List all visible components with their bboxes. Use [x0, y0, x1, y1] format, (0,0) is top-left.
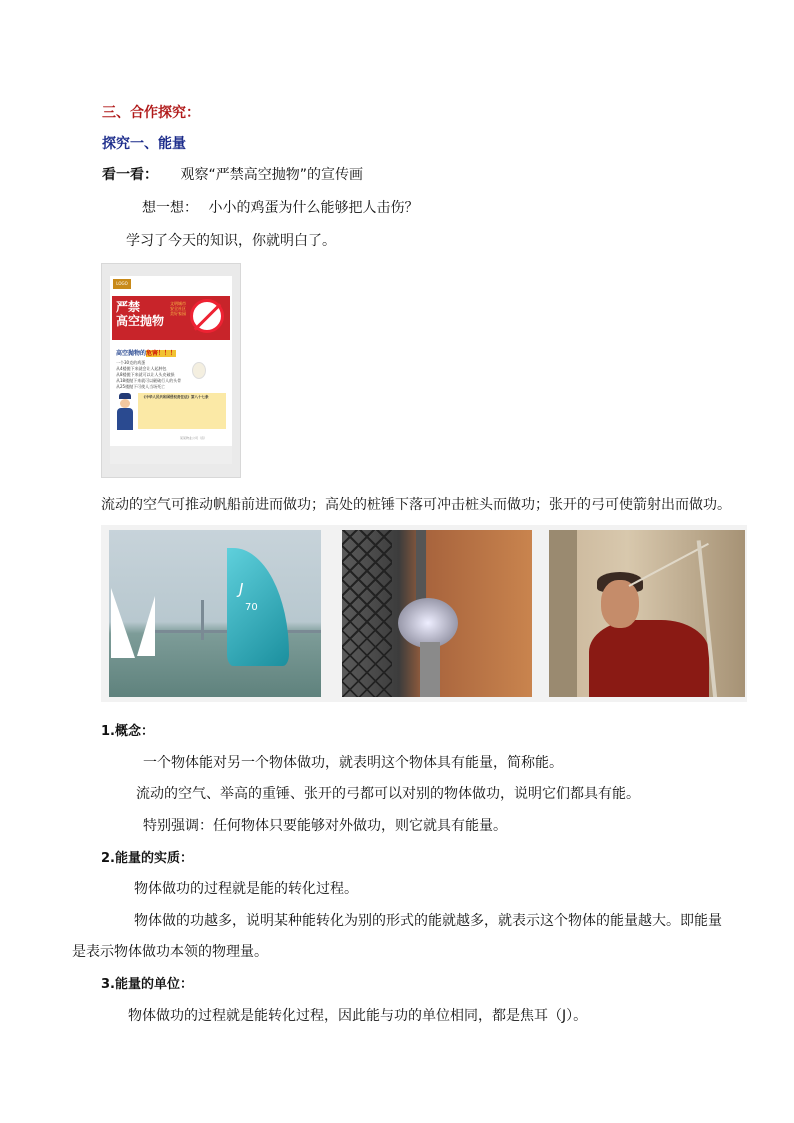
poster-image — [101, 263, 241, 478]
think-text: 小小的鸡蛋为什么能够把人击伤？ — [208, 200, 419, 216]
poster-danger-title: 高空抛物的危害！！！ — [116, 350, 177, 357]
poster-banner — [112, 296, 230, 340]
look-label: 看一看： — [102, 167, 158, 183]
concept-p2: 流动的空气、举高的重锤、张开的弓都可以对别的物体做功，说明它们都具有能。 — [136, 786, 640, 802]
unit-p1: 物体做功的过程就是能转化过程，因此能与功的单位相同，都是焦耳（J）。 — [128, 1008, 588, 1024]
section-title: 三、合作探究： — [102, 105, 200, 121]
no-throwing-icon — [190, 299, 224, 333]
poster-notice: 《中华人民共和国侵权责任法》第八十七条 — [138, 393, 226, 429]
poster-logo: LOGO — [113, 279, 131, 289]
pile-head — [420, 642, 440, 697]
essence-heading: 2.能量的实质： — [101, 851, 193, 866]
look-line — [102, 164, 363, 184]
sailboat-photo — [109, 530, 321, 697]
poster-content — [110, 276, 232, 464]
police-figure-icon — [116, 393, 134, 431]
sail-number: 70 — [245, 602, 258, 613]
pile-driver-photo — [342, 530, 532, 697]
essence-p2a: 物体做的功越多，说明某种能转化为别的形式的能就越多，就表示这个物体的能量越大。即能量 — [134, 913, 722, 929]
unit-heading: 3.能量的单位： — [101, 977, 193, 992]
poster-foot-note: 某某物业公司（宣） — [180, 436, 208, 440]
concept-p3: 特别强调：任何物体只要能够对外做功，则它就具有能量。 — [143, 818, 507, 834]
explore-title: 探究一、能量 — [102, 136, 186, 152]
poster-items: 一个30克的鸡蛋 从4楼抛下来就会让人起肿包 从8楼抛下来就可以让人头皮破损 从18楼抛下来就可以砸破行人的头骨 从25楼抛下可使人当场死亡 — [116, 360, 182, 389]
look-text: 观察“严禁高空抛物”的宣传画 — [180, 167, 363, 183]
essence-p1: 物体做功的过程就是能的转化过程。 — [134, 881, 358, 897]
sail-letter: J — [239, 580, 244, 598]
think-label: 想一想： — [142, 200, 198, 216]
essence-p2b: 是表示物体做功本领的物理量。 — [72, 944, 268, 960]
archer-photo — [549, 530, 745, 697]
think-line — [142, 197, 418, 217]
poster-banner-side: 文明城市 安全社区 美好家园 — [170, 301, 186, 316]
photo-strip — [101, 525, 747, 702]
spinnaker-sail — [227, 548, 289, 666]
concept-p1: 一个物体能对另一个物体做功，就表明这个物体具有能量，简称能。 — [143, 755, 563, 771]
poster-footer — [110, 446, 232, 464]
poster-banner-text: 严禁 高空抛物 — [116, 300, 165, 328]
work-sentence: 流动的空气可推动帆船前进而做功；高处的桩锤下落可冲击桩头而做功；张开的弓可使箭射出而做功。 — [101, 497, 731, 513]
egg-icon — [192, 362, 206, 379]
learn-text: 学习了今天的知识，你就明白了。 — [126, 233, 336, 249]
concept-heading: 1.概念： — [101, 724, 154, 739]
